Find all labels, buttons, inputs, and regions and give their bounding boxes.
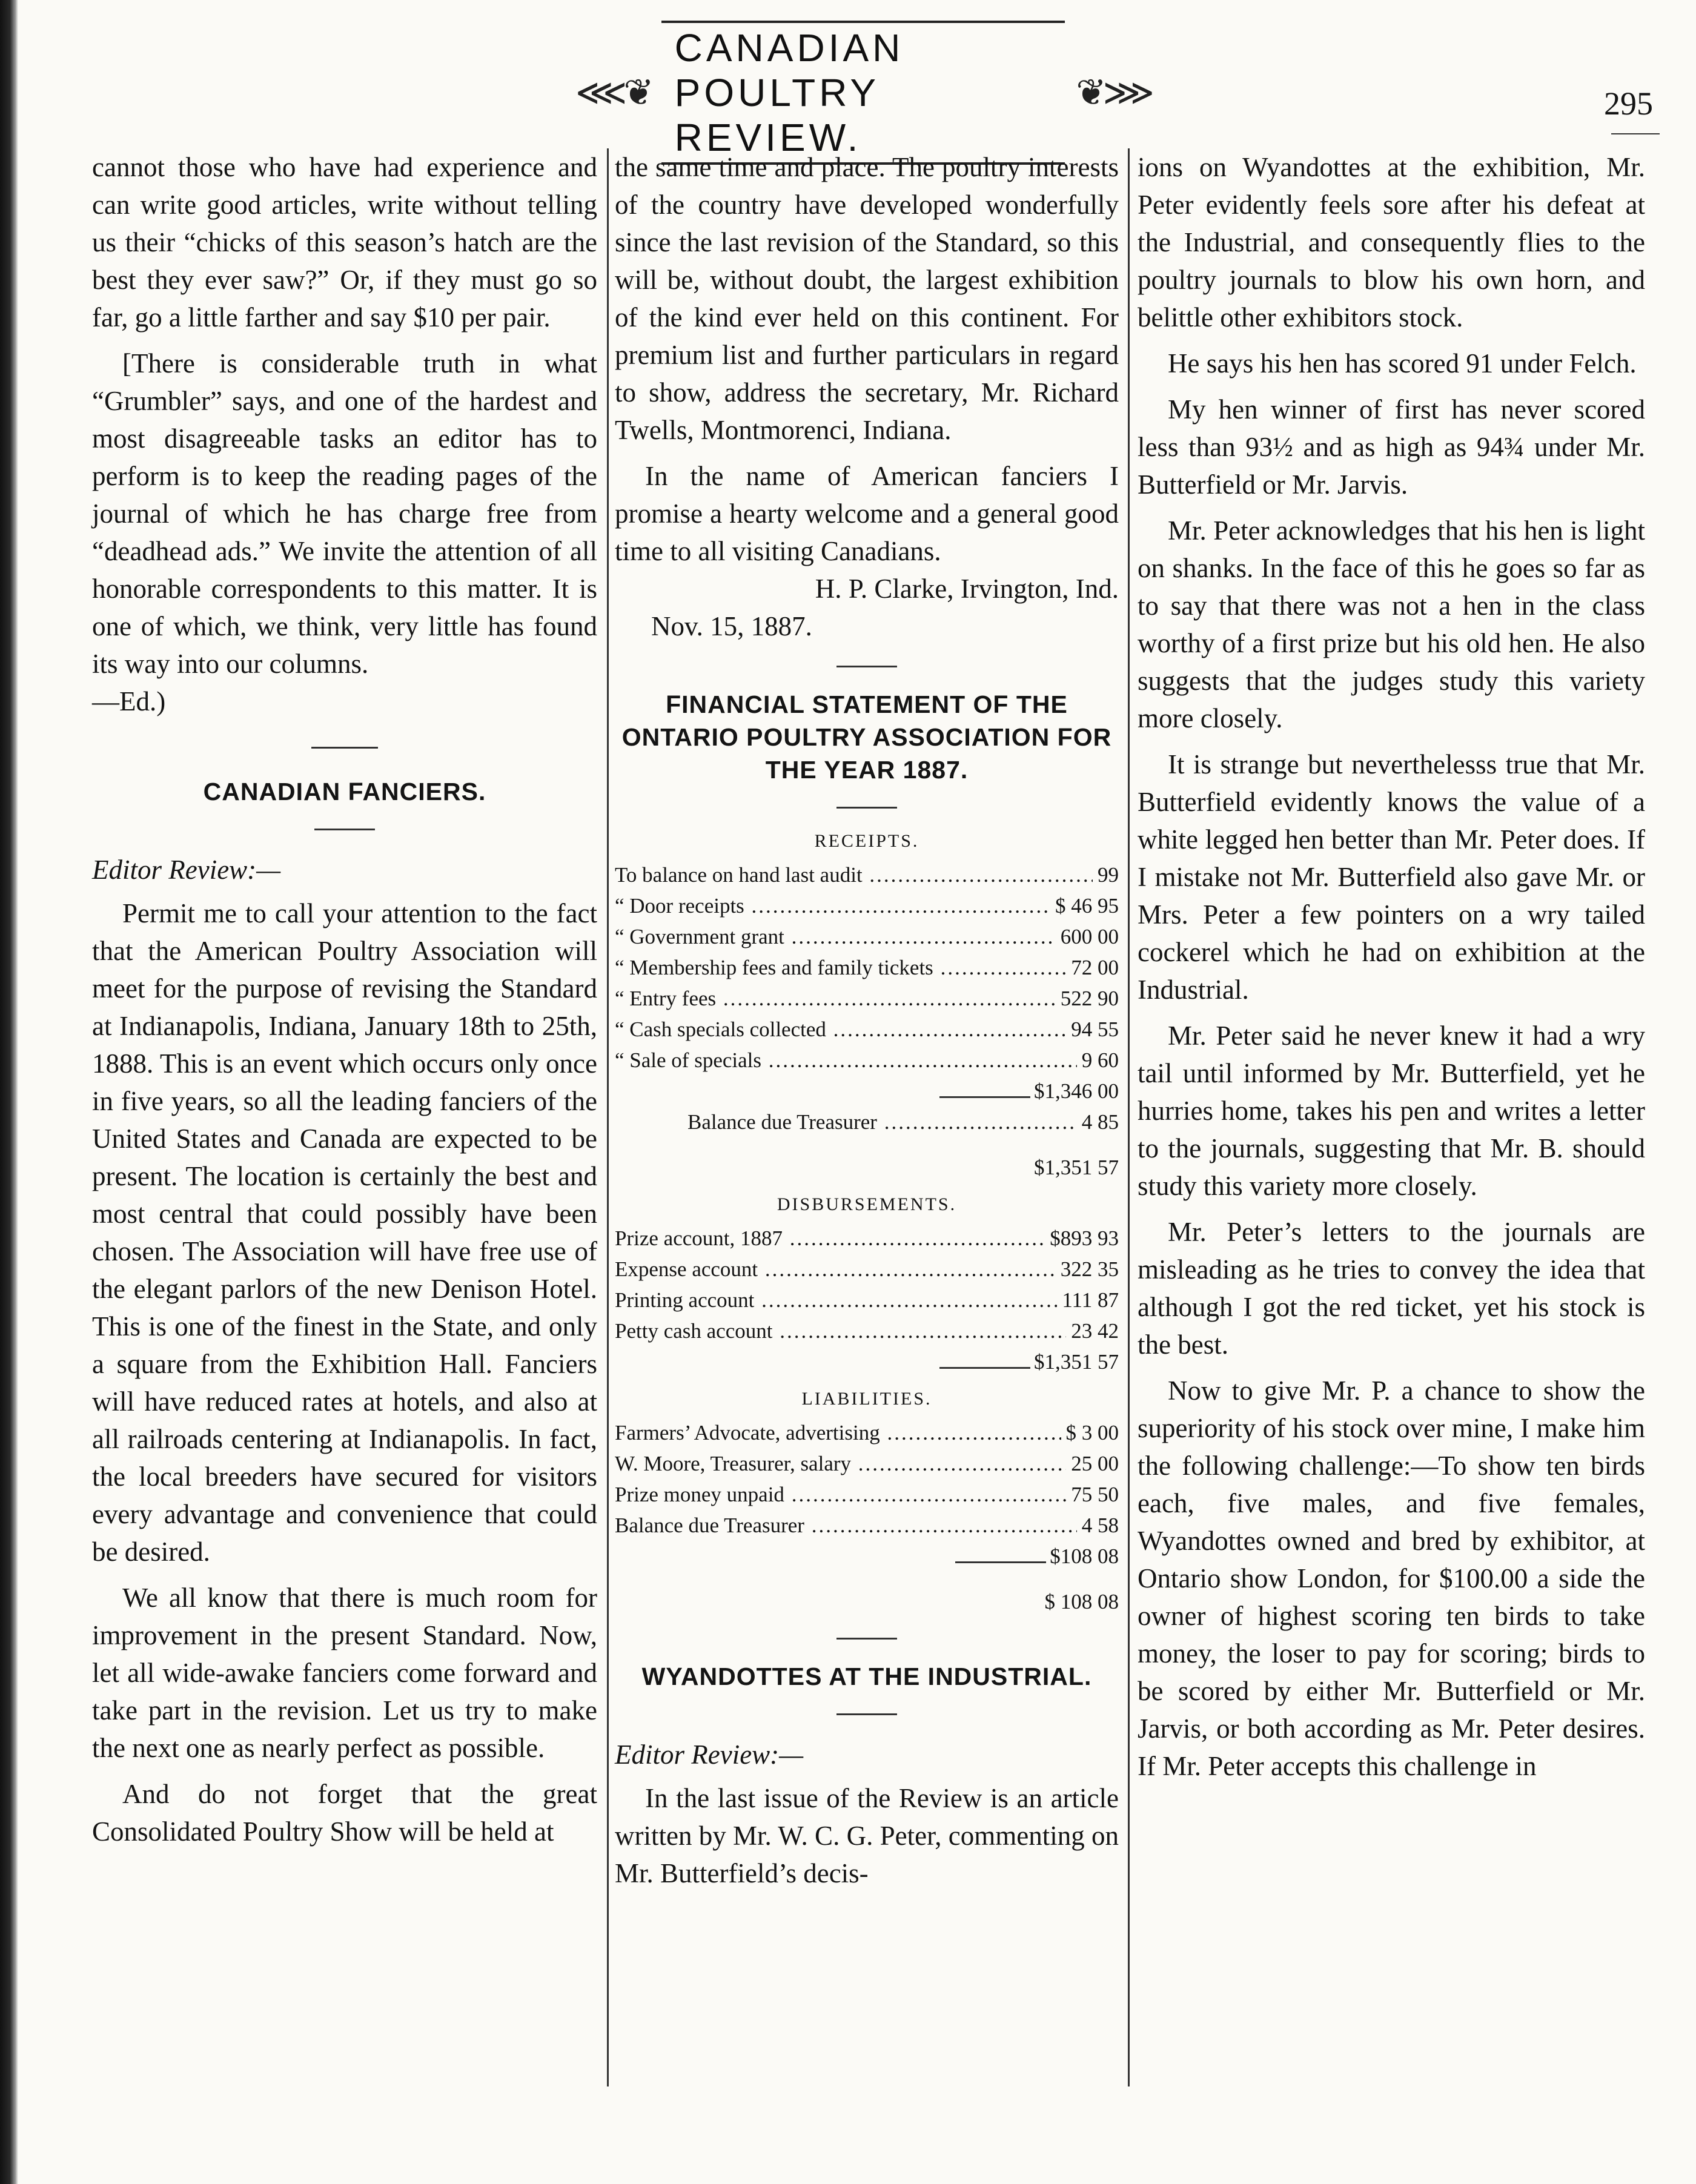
ornament-left-icon: ⋘❦ [575,72,651,113]
paragraph: the same time and place. The poultry interests of the country have developed wonderfully since the last revision of the Standard, so this will be, without doubt, the largest exhibition of the kind ever held on this continent. For premium list and further particulars in regard to show, address the secretary, Mr. Richard Twells, Montmorenci, Indiana. [615,152,1119,445]
receipts-total: $1,351 57 [1034,1156,1119,1179]
paragraph: In the name of American fanciers I promise a hearty welcome and a general good time to all visiting Canadians. [615,461,1119,566]
section-rule [836,807,897,809]
liabilities-list [615,1448,1119,1541]
ledger-label: “ Sale of specials ..... [615,1045,1077,1076]
ledger-amount: 600 00 [1060,925,1119,948]
ledger-row [615,1014,1119,1045]
ledger-amount: 4 58 [1081,1514,1119,1537]
ledger-label: “ Membership fees and family tickets ..... [615,952,1066,983]
paragraph: Mr. Peter acknowledges that his hen is light on shanks. In the face of this he goes so far as to say that there was not a hen in the class worthy of a first prize but his old hen. He also suggests that the judges study this variety more closely. [1138,515,1645,733]
ledger-row [615,859,1119,890]
column-2 [615,148,1119,1901]
column-1 [92,148,597,1859]
receipts-heading: RECEIPTS. [814,831,919,851]
section-rule [836,1713,897,1715]
total-dash [939,1067,1030,1098]
liabilities-subtotal-row [615,1541,1119,1572]
masthead-header [575,25,1151,159]
editor-salutation: Editor Review:— [615,1739,804,1770]
section-rule [314,829,375,830]
financial-statement [615,829,1119,1617]
ledger-amount: 99 [1098,863,1119,887]
ledger-amount: 72 00 [1071,956,1119,979]
ledger-row [615,1107,1119,1137]
ledger-amount: 4 85 [1081,1110,1119,1134]
ledger-label: Printing account ..... [615,1285,1057,1315]
column-divider-1 [607,148,609,2086]
ledger-label: “ Government grant ..... [615,921,1056,952]
ledger-label: Petty cash account ..... [615,1315,1066,1346]
ledger-amount: $893 93 [1050,1226,1119,1250]
ledger-row [615,1223,1119,1254]
ledger-amount: $ 3 00 [1065,1421,1119,1444]
receipts-total-row [615,1152,1119,1183]
paragraph: It is strange but neverthelesss true that Mr. Butterfield evidently knows the value of a white legged hen better than Mr. Peter does. If I mistake not Mr. Butterfield also gave Mr. or Mrs. Peter a few pointers on a wry tailed cockerel which he had on exhibition at the Industrial. [1138,749,1645,1005]
receipts-subtotal: $1,346 00 [1034,1079,1119,1103]
ledger-label: Balance due Treasurer ..... [687,1107,1077,1137]
ledger-row [615,983,1119,1014]
paragraph: cannot those who have had experience and can write good articles, write without telling us their “chicks of this season’s hatch are the best they ever saw?” Or, if they must go so far, go a little farther and say $10 per pair. [92,152,597,333]
ledger-label: “ Cash specials collected ..... [615,1014,1066,1045]
liabilities-total: $ 108 08 [1044,1590,1119,1613]
article-heading: FINANCIAL STATEMENT OF THE ONTARIO POULTRY ASSOCIATION FOR THE YEAR 1887. [621,690,1112,784]
section-rule [836,1638,897,1640]
ledger-row [615,1254,1119,1285]
masthead-title: CANADIAN POULTRY REVIEW. [661,21,1065,165]
page-number: 295 [1604,85,1653,122]
paragraph: And do not forget that the great Consolidated Poultry Show will be held at [92,1779,597,1847]
ledger-row [615,1479,1119,1510]
ledger-amount: 25 00 [1071,1452,1119,1475]
ledger-row [615,1285,1119,1315]
ledger-row [615,1045,1119,1076]
ledger-row [615,1315,1119,1346]
header-rule [1611,133,1660,134]
ledger-row [615,1417,1119,1448]
paragraph: Now to give Mr. P. a chance to show the superiority of his stock over mine, I make him the following challenge:—To show ten birds each, five males, and five females, Wyandottes owned and bred by exhibitor, at Ontario show London, for $100.00 a side the owner of highest scoring ten birds to take money, the loser to pay for scoring; birds to be scored by either Mr. Butterfield or Mr. Jarvis, or both according as Mr. Peter desires. If Mr. Peter accepts this challenge in [1138,1375,1645,1781]
section-rule [836,666,897,667]
article-heading: WYANDOTTES AT THE INDUSTRIAL. [641,1663,1092,1690]
ledger-row [615,1448,1119,1479]
book-spine-edge [0,0,18,2184]
paragraph: My hen winner of first has never scored less than 93½ and as high as 94¾ under Mr. Butterfield or Mr. Jarvis. [1138,394,1645,500]
ledger-amount: 9 60 [1081,1048,1119,1072]
ledger-row [615,890,1119,921]
column-3 [1138,148,1645,1793]
ledger-amount: 111 87 [1062,1288,1119,1312]
ledger-label: “ Entry fees ..... [615,983,1056,1014]
ledger-label: Balance due Treasurer ..... [615,1510,1077,1541]
disbursements-total: $1,351 57 [1034,1350,1119,1374]
paragraph: ions on Wyandottes at the exhibition, Mr. Peter evidently feels sore after his defeat at the Industrial, and consequently flies to the poultry journals to blow his own horn, and belittle other exhibitors stock. [1138,152,1645,333]
ledger-amount: 75 50 [1071,1483,1119,1506]
total-dash [955,1532,1046,1563]
ledger-amount: 322 35 [1060,1257,1119,1281]
paragraph: In the last issue of the Review is an article written by Mr. W. C. G. Peter, commenting on Mr. Butterfield’s decis- [615,1783,1119,1888]
section-rule [311,747,378,749]
total-dash [939,1338,1030,1369]
ledger-label: Prize money unpaid ..... [615,1479,1066,1510]
ledger-label: To balance on hand last audit ..... [615,859,1093,890]
disbursements-list [615,1223,1119,1346]
ledger-label: Prize account, 1887 ..... [615,1223,1045,1254]
disbursements-total-row [615,1346,1119,1377]
column-divider-2 [1128,148,1130,2086]
paragraph: He says his hen has scored 91 under Felch. [1168,348,1637,379]
paragraph: Permit me to call your attention to the fact that the American Poultry Association will meet for the purpose of revising the Standard at Indianapolis, Indiana, January 18th to 25th, 1888. This is an event which occurs only once in five years, so all the leading fanciers of the United States and Canada are expected to be present. The location is certainly the best and most central that could possibly have been chosen. The Association will have free use of the elegant parlors of the new Denison Hotel. This is one of the finest in the State, and only a square from the Exhibition Hall. Fanciers will have reduced rates at hotels, and also at all railroads centering at Indianapolis. In fact, the local breeders have secured for visitors every advantage and convenience that could be desired. [92,898,597,1567]
ledger-label: Expense account ..... [615,1254,1056,1285]
editor-signoff: —Ed.) [92,686,166,716]
paragraph: Mr. Peter said he never knew it had a wry tail until informed by Mr. Butterfield, yet he hurries home, takes his pen and writes a letter to the journals, suggesting that Mr. B. should study this variety more closely. [1138,1021,1645,1201]
liabilities-subtotal: $108 08 [1050,1544,1119,1568]
signature: H. P. Clarke, Irvington, Ind. [815,574,1119,604]
liabilities-heading: LIABILITIES. [801,1389,932,1409]
paragraph: We all know that there is much room for improvement in the present Standard. Now, let all wide-awake fanciers come forward and take part in the revision. Let us try to make the next one as nearly perfect as possible. [92,1583,597,1763]
ledger-label: Farmers’ Advocate, advertising ..... [615,1417,1061,1448]
ledger-amount: $ 46 95 [1055,894,1119,918]
ornament-right-icon: ❦⋙ [1076,72,1151,113]
paragraph: Mr. Peter’s letters to the journals are misleading as he tries to convey the idea that although I got the red ticket, yet his stock is the best. [1138,1217,1645,1360]
liabilities-total-row [615,1586,1119,1617]
ledger-row [615,952,1119,983]
dateline: Nov. 15, 1887. [651,611,812,641]
ledger-label: W. Moore, Treasurer, salary ..... [615,1448,1066,1479]
ledger-amount: 522 90 [1060,987,1119,1010]
ledger-label: “ Door receipts ..... [615,890,1050,921]
receipts-subtotal-row [615,1076,1119,1107]
paragraph: [There is considerable truth in what “Grumbler” says, and one of the hardest and most disagreeable tasks an editor has to perform is to keep the reading pages of the journal of which he has charge free from “deadhead ads.” We invite the attention of all honorable correspondents to this matter. It is one of which, we think, very little has found its way into our columns. [92,348,597,679]
editor-salutation: Editor Review:— [92,855,281,885]
ledger-row [615,921,1119,952]
disbursements-heading: DISBURSEMENTS. [777,1194,957,1214]
ledger-amount: 23 42 [1071,1319,1119,1343]
article-heading: CANADIAN FANCIERS. [203,778,486,806]
ledger-amount: 94 55 [1071,1018,1119,1041]
receipts-list [615,859,1119,1076]
